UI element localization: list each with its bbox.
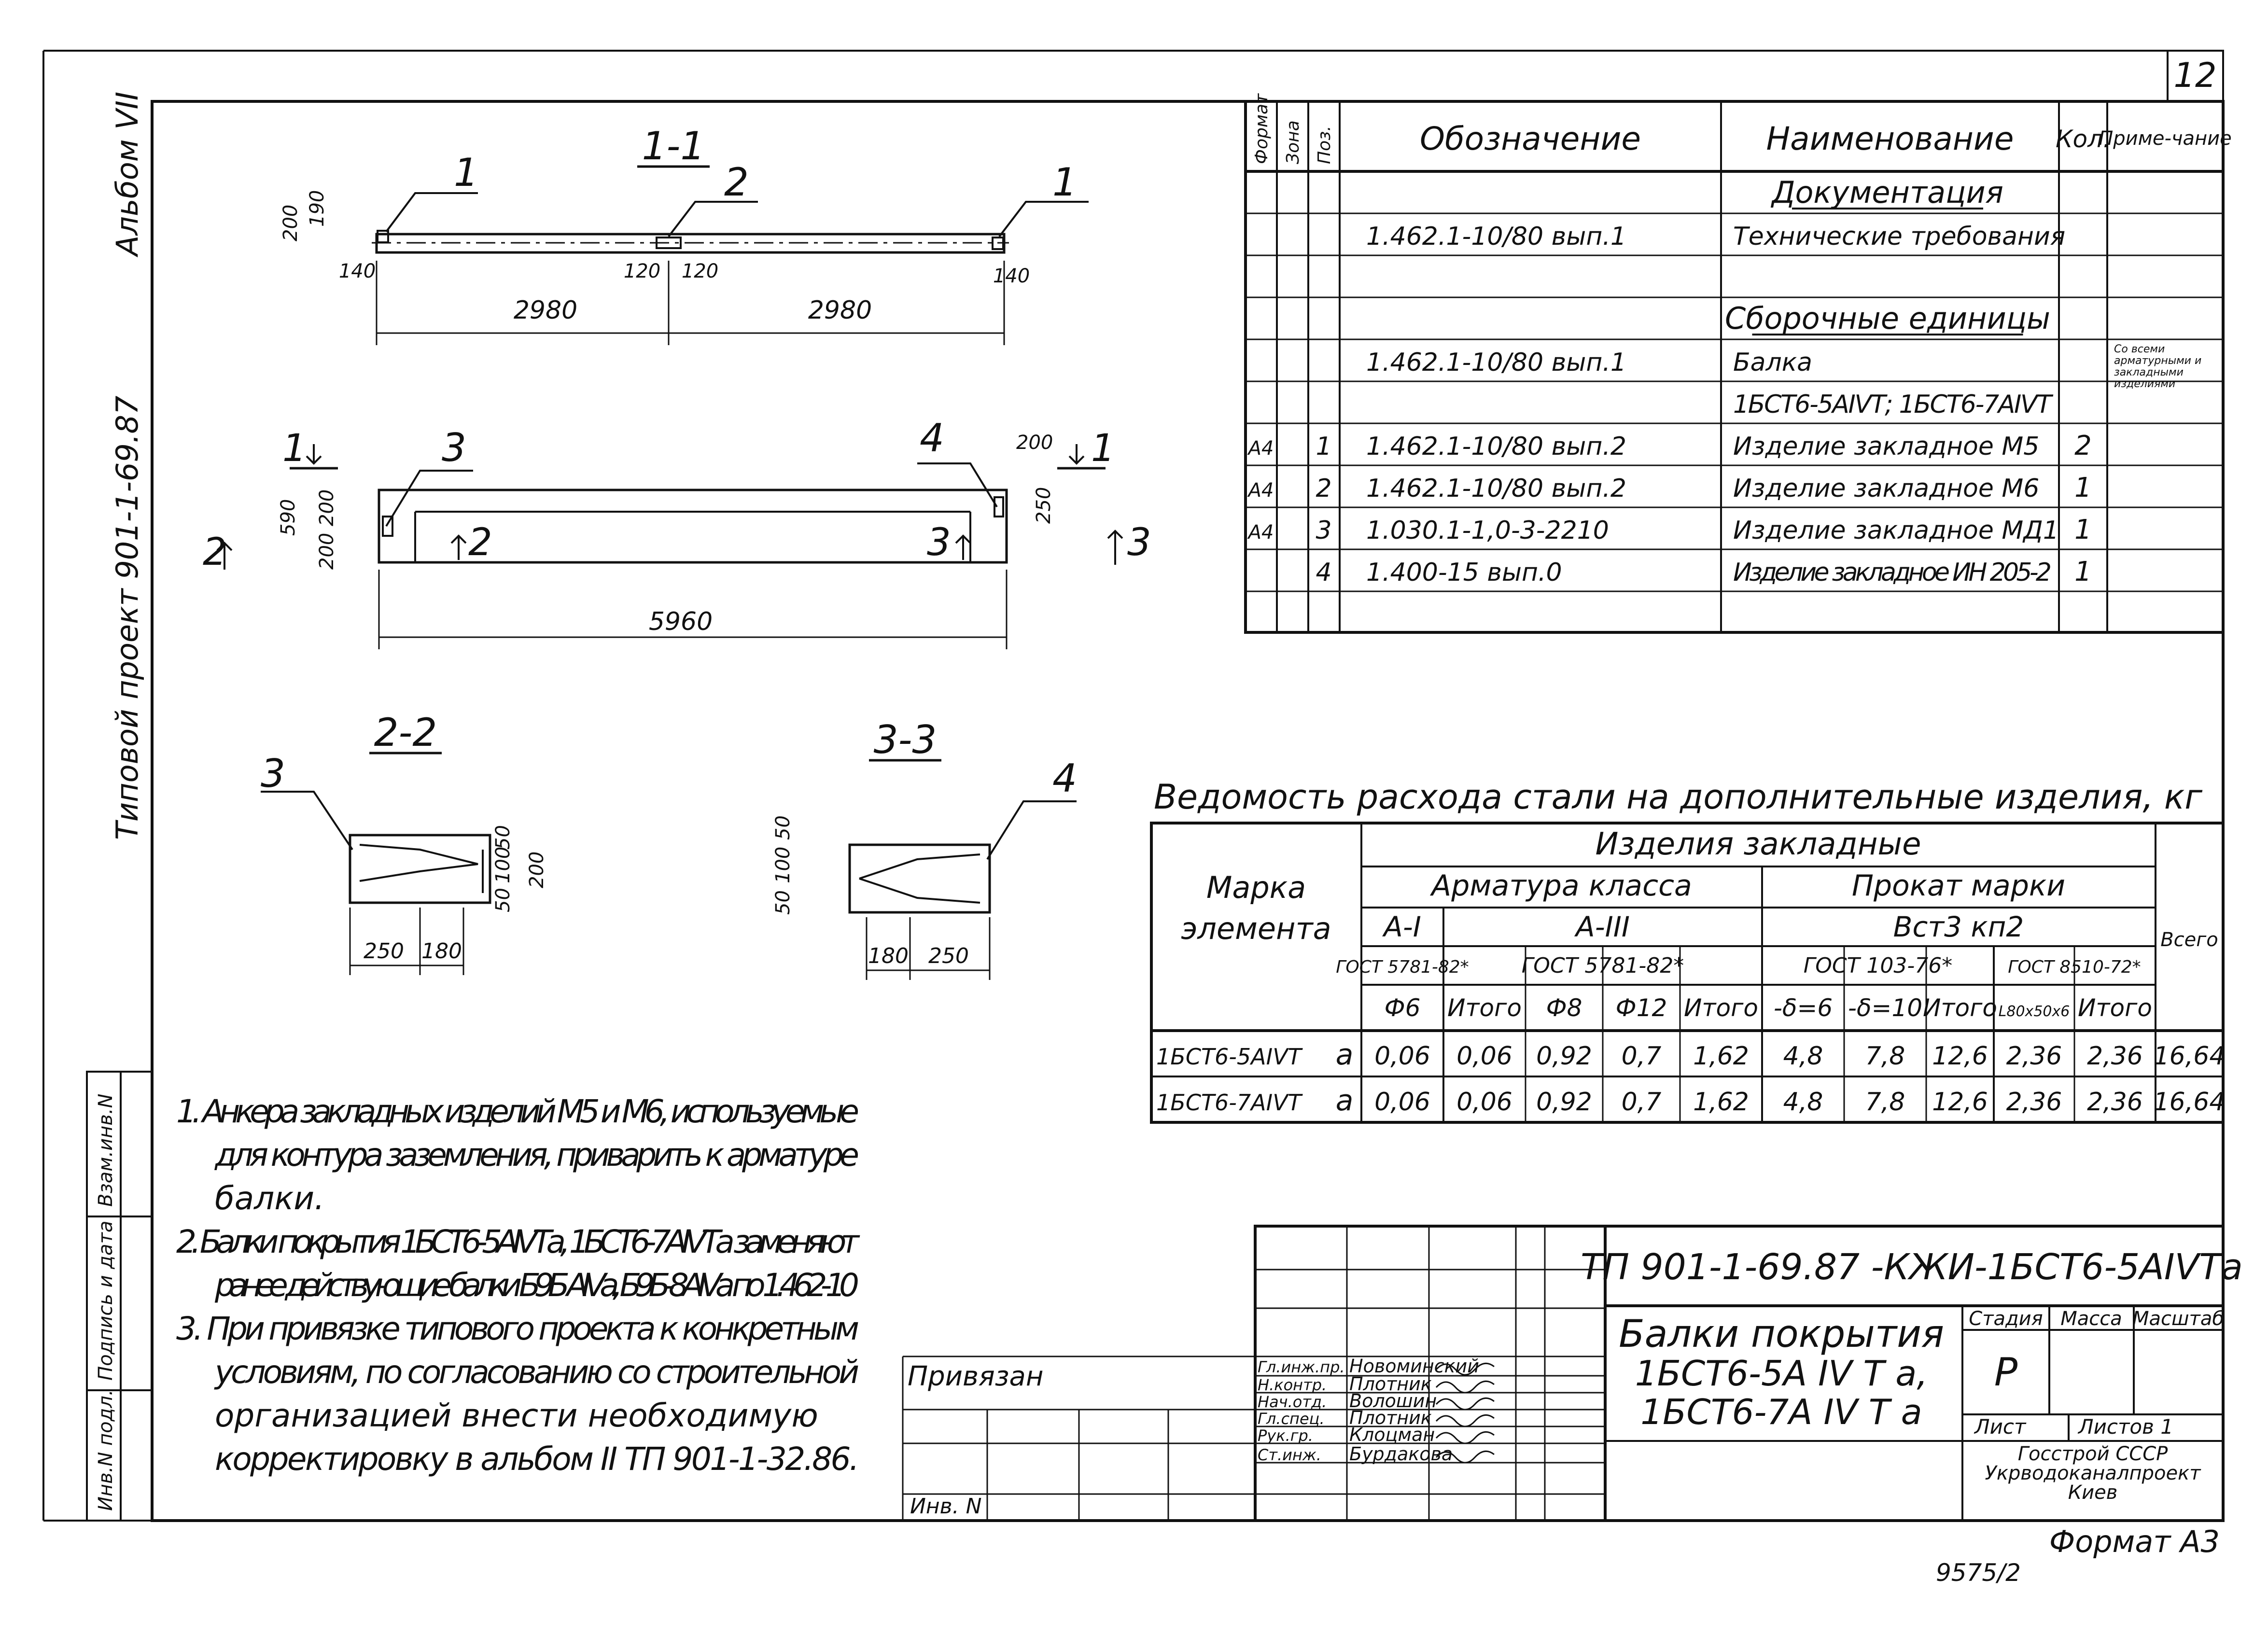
steel-h-rolled: Прокат марки [1851, 869, 2066, 903]
side-stamp-sign: Подпись и дата [95, 1220, 117, 1381]
steel-cell: 0,06 [1374, 1088, 1430, 1117]
tb-sheets-label: Листов 1 [2078, 1415, 2173, 1439]
spec-h-code: Обозначение [1420, 120, 1641, 157]
tb-stage: Р [1994, 1350, 2018, 1395]
note-line: 2. Балки покрытия 1БСТ6-5АIVТа, 1БСТ6-7АIVТа заменяют [176, 1223, 860, 1260]
steel-row-mark: 1БСТ6-7АIVТ [1156, 1090, 1302, 1116]
steel-cell: 1,62 [1693, 1042, 1749, 1071]
spec-cell-name: Изделие закладное ИН 205-2 [1733, 558, 2052, 587]
steel-h-mark-1: Марка [1206, 870, 1306, 905]
spec-h-name: Наименование [1766, 120, 2014, 157]
steel-h-vst: Вст3 кп2 [1893, 910, 2024, 943]
sec22-dim-200: 200 [526, 851, 548, 888]
tb-signature [1436, 1381, 1494, 1393]
dim-2980-right: 2980 [808, 296, 872, 325]
cut-3-right: 3 [1127, 521, 1151, 564]
steel-cell: 16,64 [2153, 1042, 2226, 1071]
tb-role: Рук.гр. [1258, 1426, 1314, 1445]
steel-cell: 7,8 [1865, 1042, 1905, 1071]
steel-h-rebar: Арматура класса [1431, 869, 1692, 903]
project-label: Типовой проект 901-1-69.87 [110, 395, 145, 840]
dim-250: 250 [1033, 487, 1055, 524]
note-line: балки. [215, 1180, 325, 1217]
dim-200-a: 200 [280, 204, 302, 241]
steel-cell: 0,92 [1536, 1088, 1592, 1117]
callout-3: 3 [442, 425, 466, 470]
spec-cell-pos: 4 [1316, 558, 1332, 587]
steel-h-total: Всего [2160, 929, 2218, 951]
sheet-number-box [2168, 51, 2223, 101]
tb-signature [1436, 1432, 1494, 1443]
cut-3-inner: 3 [927, 521, 951, 564]
section-3-3 [772, 717, 1077, 980]
steel-cell: 0,06 [1456, 1088, 1512, 1117]
side-stamp [87, 1072, 152, 1521]
steel-cell: 12,6 [1932, 1088, 1988, 1117]
sec33-dim-180: 180 [868, 944, 909, 968]
tb-signature [1436, 1415, 1494, 1426]
steel-h-a1: А-I [1384, 910, 1421, 943]
tb-person: Волошин [1349, 1390, 1437, 1411]
note-line: корректировку в альбом II ТП 901-1-32.86. [215, 1440, 859, 1478]
steel-subheader: -δ=10 [1848, 994, 1923, 1022]
spec-h-note: Приме-чание [2099, 127, 2232, 150]
steel-cell: 2,36 [2087, 1042, 2143, 1071]
tb-person: Бурдакова [1349, 1443, 1453, 1465]
dim-200-d: 200 [1016, 432, 1053, 454]
callout-1a: 1 [454, 150, 478, 195]
tb-role: Ст.инж. [1258, 1446, 1321, 1464]
steel-h-a3: А-III [1576, 910, 1630, 943]
steel-subheader: Ф8 [1546, 994, 1582, 1022]
steel-subheader: Итого [1684, 994, 1758, 1022]
dim-200-b: 200 [316, 489, 338, 526]
steel-cell: 4,8 [1783, 1042, 1823, 1071]
tb-org-2: Укрводоканалпроект [1985, 1462, 2201, 1484]
sec33-dim-100: 100 [772, 846, 794, 883]
format-label: Формат А3 [2049, 1524, 2220, 1559]
dim-200-c: 200 [316, 532, 338, 570]
notes [176, 1093, 861, 1478]
steel-cell: 2,36 [2006, 1042, 2062, 1071]
tb-scale-label: Масштаб [2132, 1308, 2225, 1330]
steel-cell: 7,8 [1865, 1088, 1905, 1117]
spec-cell-format: А4 [1248, 521, 1274, 544]
spec-cell-qty: 1 [2074, 514, 2092, 545]
dim-140-a: 140 [338, 260, 376, 282]
spec-h-qty: Кол. [2056, 125, 2111, 153]
section-1-1-title: 1-1 [642, 124, 705, 168]
tb-stage-label: Стадия [1969, 1308, 2043, 1330]
steel-cell: 4,8 [1783, 1088, 1823, 1117]
steel-h-gost4: ГОСТ 8510-72* [2008, 957, 2141, 977]
note-line: условиям, по согласованию со строительной [215, 1354, 859, 1391]
steel-cell: 0,06 [1456, 1042, 1512, 1071]
steel-cell: 16,64 [2153, 1088, 2226, 1117]
tb-org-1: Госстрой СССР [2017, 1443, 2168, 1465]
note-line: организацией внести необходимую [215, 1397, 818, 1434]
steel-cell: 1,62 [1693, 1088, 1749, 1117]
tb-mass-label: Масса [2060, 1308, 2122, 1330]
steel-subheader: Ф6 [1384, 994, 1421, 1022]
dim-120-b: 120 [681, 260, 719, 282]
steel-row-suffix: а [1335, 1038, 1354, 1072]
spec-h-format: Формат [1252, 93, 1272, 164]
section-1-1 [280, 124, 1089, 345]
tb-signature [1436, 1398, 1494, 1410]
cut-1-right: 1 [1091, 427, 1115, 470]
spec-table [1246, 93, 2232, 632]
spec-cell-name: Изделие закладное М6 [1733, 474, 2040, 503]
spec-cell-name: Технические требования [1733, 222, 2066, 251]
steel-cell: 2,36 [2006, 1088, 2062, 1117]
cut-2-left: 2 [203, 531, 227, 574]
note-line: 3. При привязке типового проекта к конкретным [176, 1310, 859, 1347]
tb-name-3: 1БСТ6-7А IV Т а [1640, 1392, 1922, 1432]
sec22-dim-180: 180 [421, 939, 462, 964]
steel-cell: 2,36 [2087, 1088, 2143, 1117]
title-block [903, 1226, 2243, 1521]
steel-h-items: Изделия закладные [1595, 826, 1921, 862]
steel-cell: 0,92 [1536, 1042, 1592, 1071]
steel-subheader: Ф12 [1615, 994, 1667, 1022]
sec22-dim-100: 100 [492, 846, 514, 883]
sec22-dim-50a: 50 [492, 825, 514, 850]
inv-label: Инв. N [910, 1494, 982, 1519]
spec-cell-pos: 2 [1316, 474, 1332, 503]
steel-cell: 12,6 [1932, 1042, 1988, 1071]
tb-sheet-label: Лист [1974, 1415, 2026, 1439]
doc-code: ТП 901-1-69.87 -КЖИ-1БСТ6-5АIVТа [1581, 1246, 2243, 1288]
steel-h-gost2: ГОСТ 5781-82* [1521, 953, 1684, 978]
spec-cell-code: 1.462.1-10/80 вып.1 [1366, 348, 1626, 377]
steel-subheader: -δ=6 [1773, 994, 1833, 1022]
spec-cell-code: 1.400-15 вып.0 [1366, 558, 1562, 587]
note-line: для контура заземления, приварить к арматуре [215, 1136, 860, 1174]
steel-h-gost1: ГОСТ 5781-82* [1336, 957, 1469, 977]
spec-cell-qty: 2 [2074, 430, 2092, 461]
sec33-dim-50b: 50 [772, 890, 794, 915]
steel-cell: 0,7 [1621, 1042, 1662, 1071]
steel-h-gost3: ГОСТ 103-76* [1803, 953, 1953, 978]
sec33-dim-250: 250 [928, 944, 969, 968]
spec-cell-format: А4 [1248, 479, 1274, 502]
note-line: ранее действующие балки Б9Б АIVа, Б9Б-8АIVа по 1.462-10 [215, 1267, 859, 1304]
sheet-number: 12 [2173, 56, 2217, 95]
callout-4: 4 [920, 416, 944, 461]
tb-role: Нач.отд. [1258, 1393, 1327, 1411]
tb-person: Клоцман [1349, 1424, 1435, 1445]
steel-row-mark: 1БСТ6-5АIVТ [1156, 1044, 1302, 1070]
callout-2: 2 [724, 160, 749, 205]
spec-cell-pos: 1 [1316, 432, 1332, 461]
dim-120-a: 120 [623, 260, 661, 282]
steel-cell: 0,7 [1621, 1088, 1662, 1117]
cut-2-inner: 2 [468, 521, 492, 564]
tb-person: Плотник [1349, 1407, 1432, 1428]
spec-cell-name: Балка [1733, 348, 1813, 377]
steel-subheader: L80x50x6 [1998, 1003, 2070, 1020]
section-2-2-title: 2-2 [374, 710, 437, 755]
steel-title: Ведомость расхода стали на дополнительные изделия, кг [1154, 777, 2202, 817]
steel-h-mark-2: элемента [1181, 911, 1331, 946]
steel-subheader: Итого [1923, 994, 1997, 1022]
section-3-3-title: 3-3 [873, 717, 937, 762]
tb-org-3: Киев [2068, 1481, 2118, 1504]
callout-3b: 3 [261, 751, 285, 796]
callout-1b: 1 [1052, 160, 1077, 205]
steel-subheader: Итого [2078, 994, 2152, 1022]
spec-h-pos: Поз. [1315, 126, 1334, 164]
tb-name-1: Балки покрытия [1619, 1313, 1944, 1356]
sec22-dim-50b: 50 [492, 888, 514, 912]
steel-row-suffix: а [1335, 1084, 1354, 1118]
spec-cell-name: Сборочные единицы [1724, 301, 2051, 336]
tb-person: Плотник [1349, 1373, 1432, 1395]
dim-2980-left: 2980 [513, 296, 578, 325]
spec-cell-pos: 3 [1316, 516, 1332, 545]
spec-h-zone: Зона [1283, 120, 1303, 164]
tb-role: Гл.инж.пр. [1258, 1358, 1345, 1376]
steel-cell: 0,06 [1374, 1042, 1430, 1071]
dim-190: 190 [306, 190, 328, 227]
spec-cell-code: 1.030.1-1,0-3-2210 [1366, 516, 1609, 545]
dim-140-b: 140 [993, 265, 1030, 287]
spec-cell-name: Изделие закладное МД1 [1733, 516, 2059, 545]
spec-cell-name: Документация [1772, 175, 2003, 210]
spec-cell-code: 1.462.1-10/80 вып.2 [1366, 432, 1626, 461]
spec-cell-qty: 1 [2074, 556, 2092, 587]
dim-5960: 5960 [648, 607, 713, 636]
tb-role: Гл.спец. [1258, 1410, 1325, 1428]
spec-cell-name: Изделие закладное М5 [1733, 432, 2040, 461]
album-label: Альбом VII [110, 91, 145, 256]
archive-number: 9575/2 [1936, 1559, 2021, 1587]
side-stamp-replace: Взам.инв.N [95, 1093, 117, 1207]
dim-590: 590 [277, 499, 299, 536]
steel-subheader: Итого [1447, 994, 1522, 1022]
cut-1-left: 1 [282, 427, 307, 470]
spec-cell-name: 1БСТ6-5АIVТ; 1БСТ6-7АIVТ [1733, 390, 2052, 419]
tb-person: Новоминский [1349, 1356, 1479, 1377]
spec-cell-note: Со всеми арматурными и закладными изделиями [2114, 343, 2202, 390]
side-stamp-inv: Инв.N подл. [95, 1389, 117, 1511]
steel-table [1151, 777, 2225, 1122]
tb-role: Н.контр. [1258, 1376, 1327, 1394]
privyazan-label: Привязан [908, 1361, 1044, 1392]
tb-name-2: 1БСТ6-5А IV Т а, [1635, 1353, 1928, 1394]
note-line: 1. Анкера закладных изделий М5 и М6, используемые [176, 1093, 859, 1130]
callout-4b: 4 [1052, 756, 1077, 801]
spec-cell-code: 1.462.1-10/80 вып.1 [1366, 222, 1626, 251]
beam-elevation [203, 416, 1151, 649]
spec-cell-format: А4 [1248, 437, 1274, 460]
sec33-dim-50a: 50 [772, 815, 794, 840]
section-2-2 [261, 710, 548, 975]
sec22-dim-250: 250 [364, 939, 404, 964]
spec-cell-code: 1.462.1-10/80 вып.2 [1366, 474, 1626, 503]
spec-cell-qty: 1 [2074, 472, 2092, 503]
